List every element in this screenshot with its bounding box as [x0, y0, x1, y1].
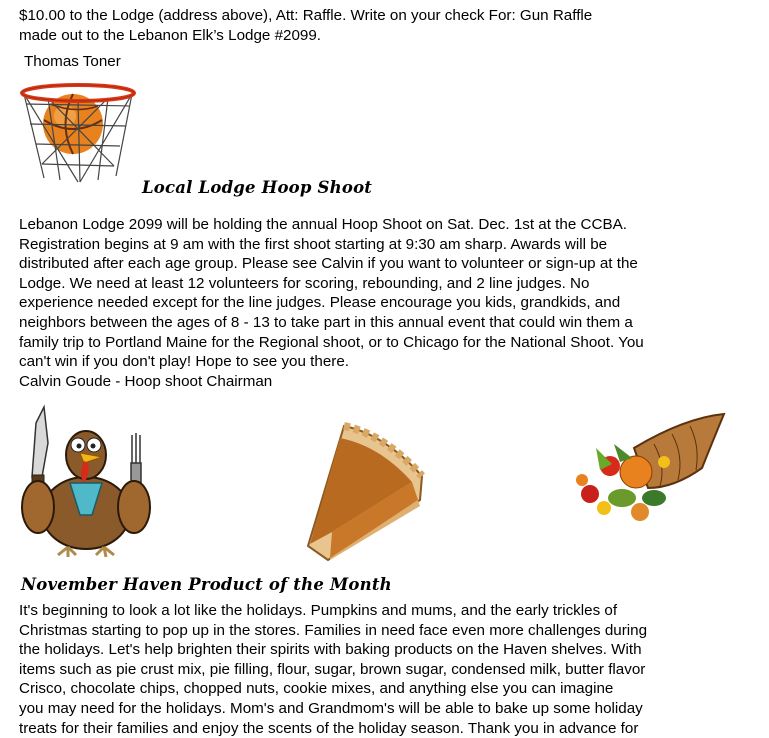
hoop-shoot-signature: Calvin Goude - Hoop shoot Chairman [19, 373, 273, 390]
turkey-icon [18, 403, 152, 561]
basketball-hoop-icon [18, 80, 140, 186]
haven-body: It's beginning to look a lot like the holidays. Pumpkins and mums, and the early trickles of Christmas starting to pop up in the stores. Families in need face even more challenges during the holidays. Let's help brighten their spirits with baking products on the Haven shelves. With items such as pie crust mix, pie filling, flour, sugar, brown sugar, condensed milk, butter flavor Crisco, chocolate chips, chopped nuts, cookie mixes, and anything else you can imagine you may need for the holidays. Mom's and Grandmom's will be able to bake up some holiday treats for their families and enjoy the scents of the holiday season. Thank you in advance for [19, 602, 648, 737]
raffle-signature: Thomas Toner [24, 53, 121, 70]
cornucopia-icon [574, 408, 730, 522]
haven-heading: November Haven Product of the Month [21, 575, 392, 594]
pumpkin-pie-icon [304, 420, 430, 562]
raffle-text: $10.00 to the Lodge (address above), Att: Raffle. Write on your check For: Gun Raffle made out to the Lebanon Elk’s Lodge #2099. [19, 7, 593, 44]
hoop-shoot-body: Lebanon Lodge 2099 will be holding the annual Hoop Shoot on Sat. Dec. 1st at the CCBA. Registration begins at 9 am with the first shoot starting at 9:30 am sharp. Awards will be distributed after each age group. Please see Calvin if you want to volunteer or sign-up at the Lodge. We need at least 12 volunteers for scoring, rebounding, and 2 line judges. No experience needed except for the line judges. Please encourage you kids, grandkids, and neighbors between the ages of 8 - 13 to take part in this annual event that could win them a family trip to Portland Maine for the Regional shoot, or to Chicago for the National Shoot. You can't win if you don't play! Hope to see you there. [19, 216, 644, 371]
hoop-shoot-heading: Local Lodge Hoop Shoot [142, 178, 373, 197]
